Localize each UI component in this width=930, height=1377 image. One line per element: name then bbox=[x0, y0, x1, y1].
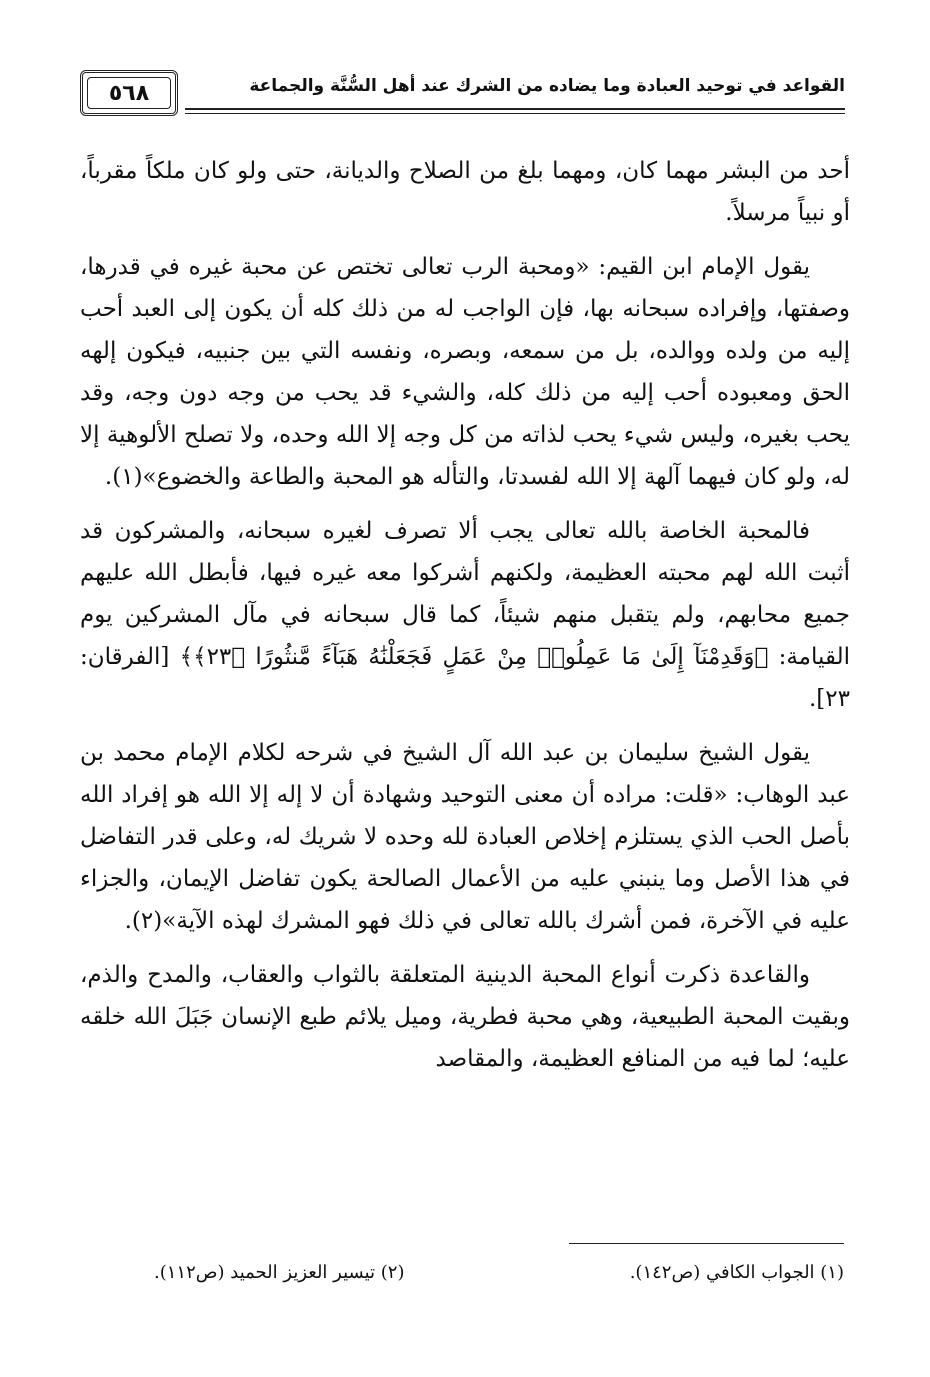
paragraph-2: يقول الإمام ابن القيم: «ومحبة الرب تعالى تختص عن محبة غيره في قدرها، وصفتها، وإفراده سبحانه بها، فإن الواجب له من ذلك كله أن يكون إلى العبد أحب إليه من ولده ووالده، بل من سمعه، وبصره، ونفسه التي بين جنبيه، فيكون إلهه الحق ومعبوده أحب إليه من ذلك كله، والشيء قد يحب من وجه دون وجه، وقد يحب بغيره، وليس شيء يحب لذاته من كل وجه إلا الله وحده، ولا تصلح الألوهية إلا له، ولو كان فيهما آلهة إلا الله لفسدتا، والتأله هو المحبة والطاعة والخضوع»(١). bbox=[80, 254, 850, 490]
footnote-separator bbox=[569, 1243, 844, 1244]
paragraph-4: يقول الشيخ سليمان بن عبد الله آل الشيخ في شرحه لكلام الإمام محمد بن عبد الوهاب: «قلت: مراده أن معنى التوحيد وشهادة أن لا إله إلا الله هو إفراد الله بأصل الحب الذي يستلزم إخلاص العبادة لله وحده لا شريك له، وعلى قدر التفاضل في هذا الأصل وما ينبني عليه من الأعمال الصالحة يكون تفاضل الإيمان، والجزاء عليه في الآخرة، فمن أشرك بالله تعالى في ذلك فهو المشرك لهذه الآية»(٢). bbox=[80, 740, 850, 934]
page-header bbox=[80, 70, 845, 130]
header-rule-thin bbox=[185, 113, 845, 114]
header-rule bbox=[185, 108, 845, 110]
paragraph-1: أحد من البشر مهما كان، ومهما بلغ من الصلاح والديانة، حتى ولو كان ملكاً مقرباً، أو نبياً مرسلاً. bbox=[80, 158, 850, 226]
footnote-2: (٢) تيسير العزيز الحميد (ص١١٢). bbox=[154, 1262, 405, 1283]
paragraph-5: والقاعدة ذكرت أنواع المحبة الدينية المتعلقة بالثواب والعقاب، والمدح والذم، وبقيت المحبة الطبيعية، وهي محبة فطرية، وميل يلائم طبع الإنسان جَبَلَ الله خلقه عليه؛ لما فيه من المنافع العظيمة، والمقاصد bbox=[80, 962, 850, 1072]
main-text bbox=[80, 150, 850, 1092]
page-number: ٥٦٨ bbox=[80, 70, 178, 116]
running-title: القواعد في توحيد العبادة وما يضاده من الشرك عند أهل السُّنَّة والجماعة bbox=[249, 76, 845, 96]
paragraph-3: فالمحبة الخاصة بالله تعالى يجب ألا تصرف لغيره سبحانه، والمشركون قد أثبت الله لهم محبته العظيمة، ولكنهم أشركوا معه غيره فيها، فأبطل الله عليهم جميع محابهم، ولم يتقبل منهم شيئاً، كما قال سبحانه في مآل المشركين يوم القيامة: ﴿وَقَدِمْنَآ إِلَىٰ مَا عَمِلُوا۟ مِنْ عَمَلٍ فَجَعَلْنَٰهُ هَبَآءً مَّنثُورًا ﴿٢٣﴾﴾ [الفرقان: ٢٣]. bbox=[80, 518, 850, 712]
footnote-1: (١) الجواب الكافي (ص١٤٢). bbox=[629, 1262, 844, 1283]
footnotes bbox=[154, 1262, 844, 1283]
